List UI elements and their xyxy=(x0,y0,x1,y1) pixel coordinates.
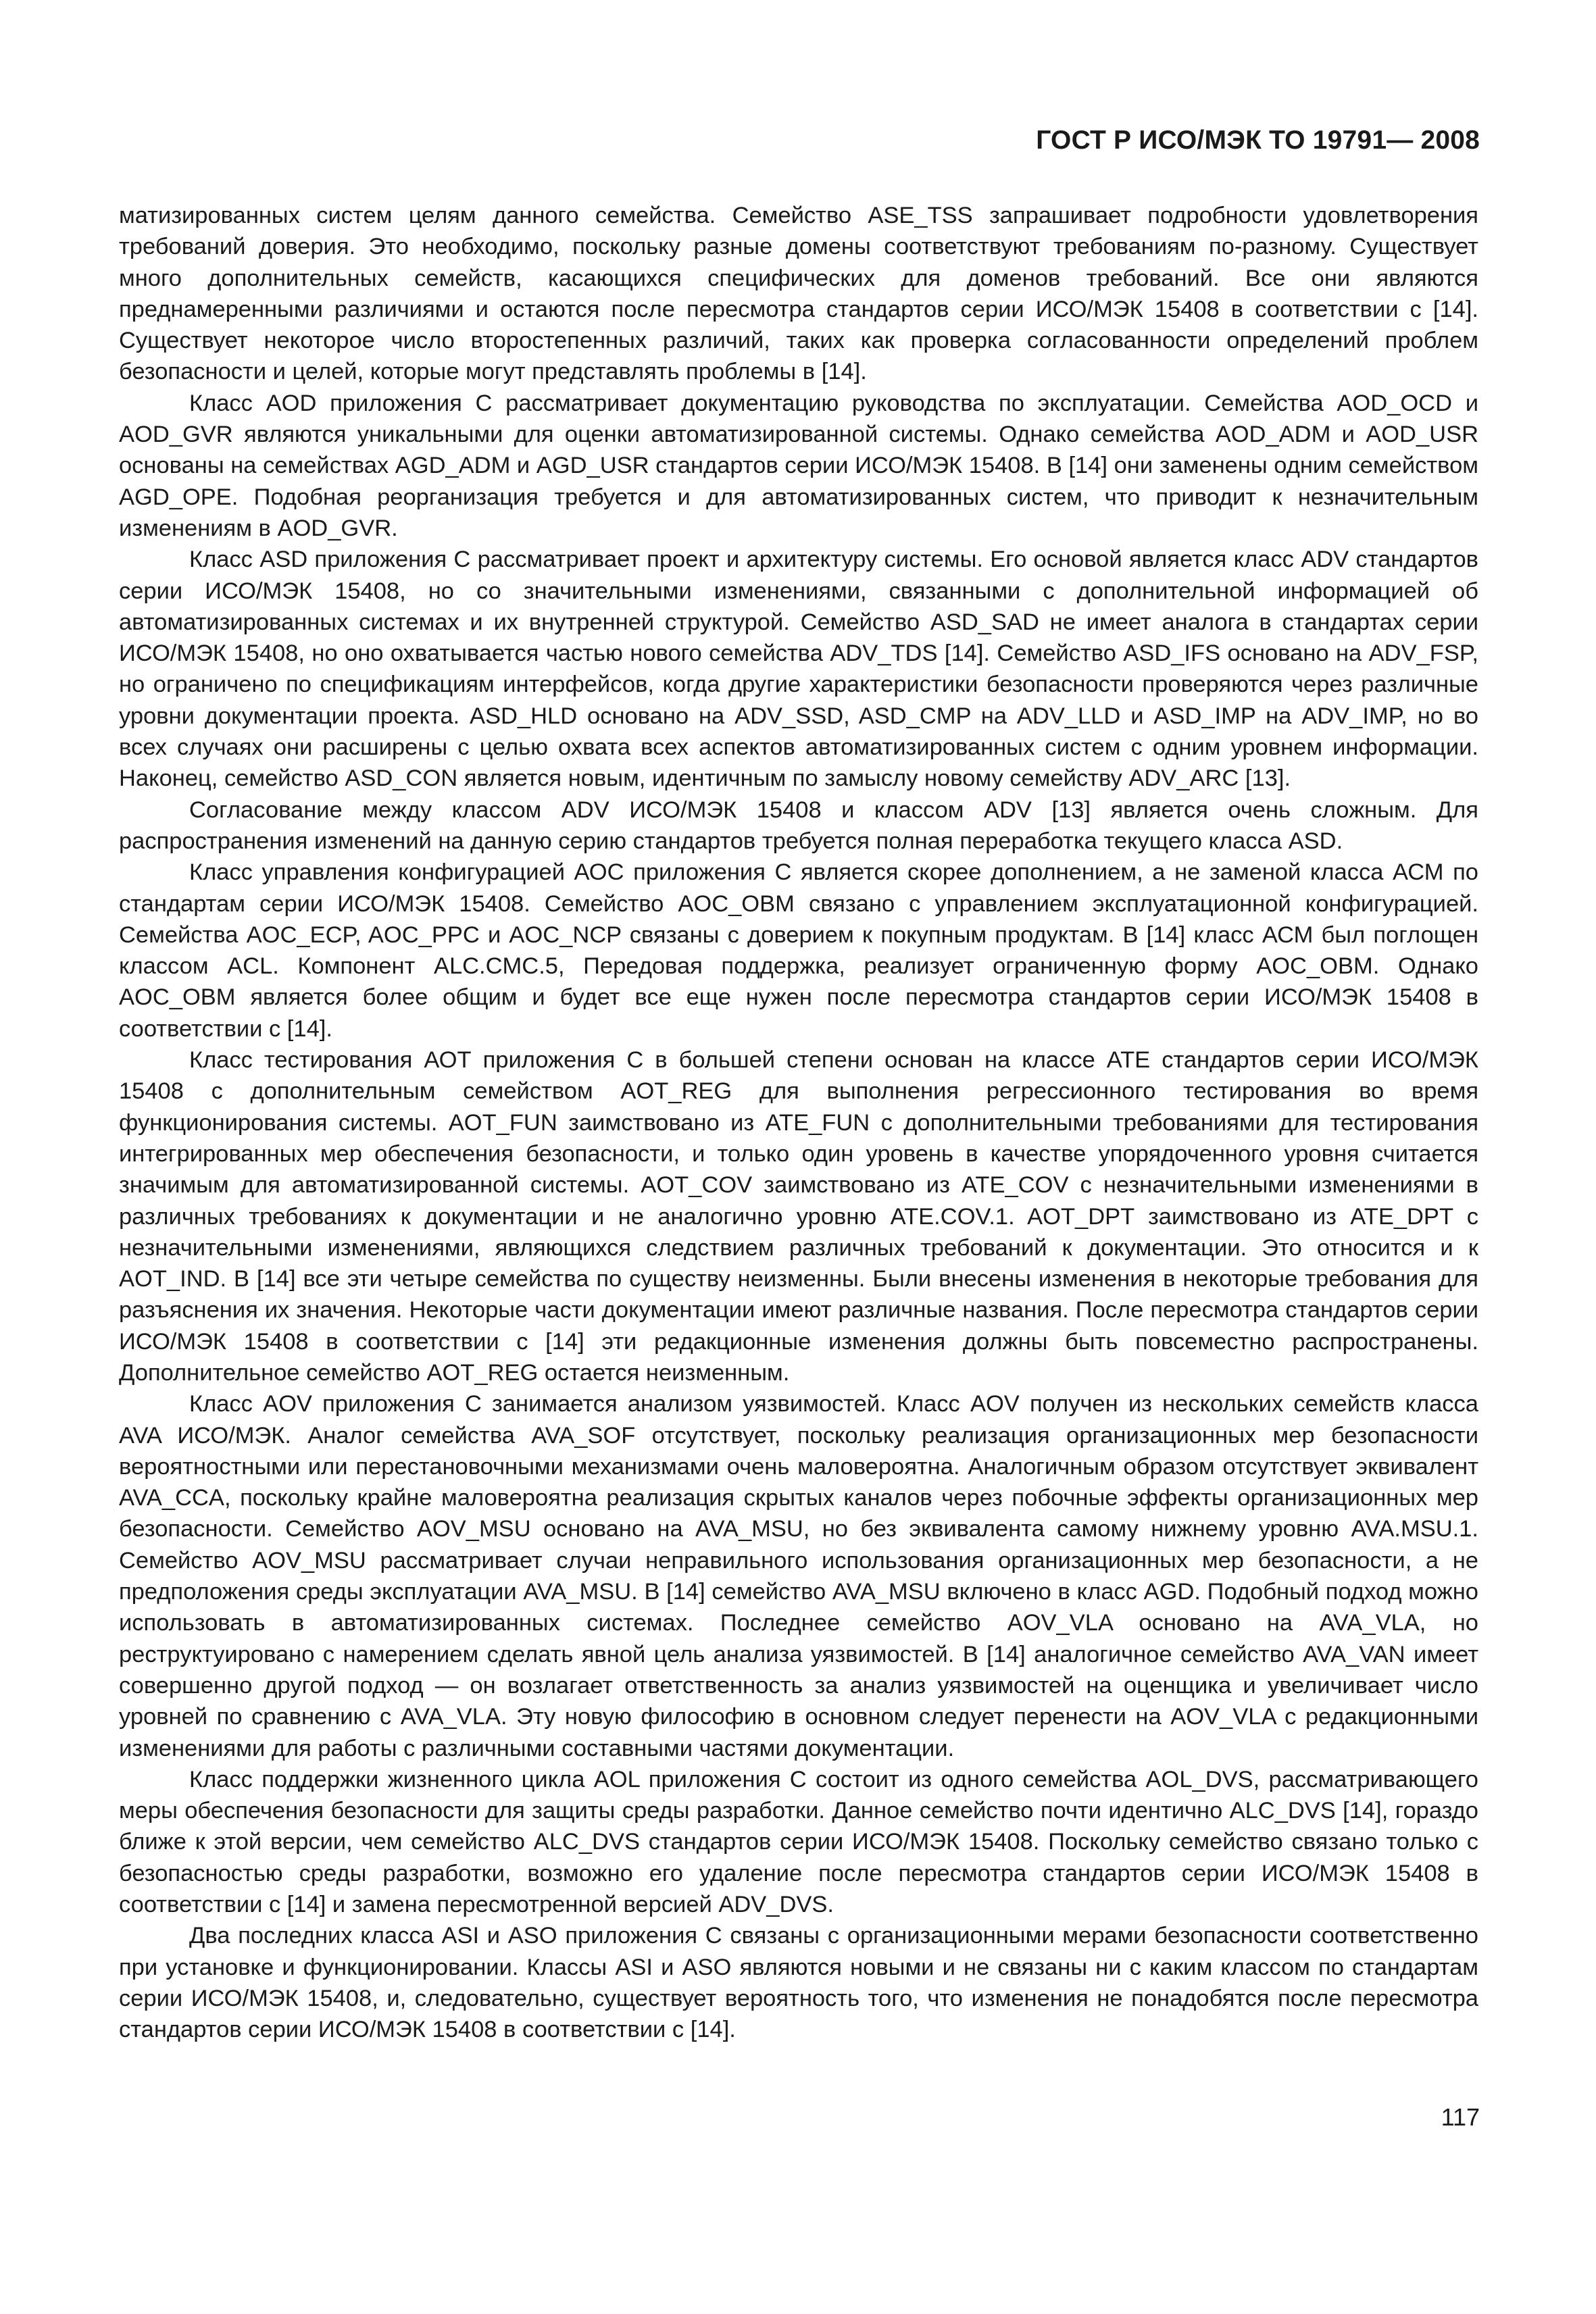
paragraph-aod: Класс AOD приложения С рассматривает документацию руководства по эксплуатации. Семейства AOD_OCD и AOD_GVR являются уникальными для оценки автоматизированной системы. Однако семейства AOD_ADM и AOD_USR основаны на семействах AGD_ADM и AGD_USR стандартов серии ИСО/МЭК 15408. В [14] они заменены одним семейством AGD_OPE. Подобная реорганизация требуется и для автоматизированных систем, что приводит к незначительным изменениям в AOD_GVR. xyxy=(119,390,1478,541)
page-number: 117 xyxy=(1441,2103,1480,2131)
document-body xyxy=(119,200,1478,2046)
paragraph-aoc: Класс управления конфигурацией АОС приложения С является скорее дополнением, а не заменой класса АСМ по стандартам серии ИСО/МЭК 15408. Семейство AOC_OBM связано с управлением эксплуатационной конфигурацией. Семейства AOC_ECP, AOC_PPC и AOC_NCP связаны с доверием к покупным продуктам. В [14] класс АСМ был поглощен классом ACL. Компонент ALC.CMC.5, Передовая поддержка, реализует ограниченную форму AOC_OBM. Однако AOC_OBM является более общим и будет все еще нужен после пересмотра стандартов серии ИСО/МЭК 15408 в соответствии с [14]. xyxy=(119,859,1478,1042)
paragraph-adv-alignment: Согласование между классом ADV ИСО/МЭК 15408 и классом ADV [13] является очень сложным. Для распространения изменений на данную серию стандартов требуется полная переработка текущего класса ASD. xyxy=(119,797,1478,854)
paragraph-continuation: матизированных систем целям данного семейства. Семейство ASE_TSS запрашивает подробности удовлетворения требований доверия. Это необходимо, поскольку разные домены соответствуют требованиям по-разному. Существует много дополнительных семейств, касающихся специфических для доменов требований. Все они являются преднамеренными различиями и остаются после пересмотра стандартов серии ИСО/МЭК 15408 в соответствии с [14]. Существует некоторое число второстепенных различий, таких как проверка согласованности определений проблем безопасности и целей, которые могут представлять проблемы в [14]. xyxy=(119,203,1478,385)
document-header-id: ГОСТ Р ИСО/МЭК ТО 19791— 2008 xyxy=(1036,126,1480,155)
paragraph-aot: Класс тестирования АОТ приложения С в большей степени основан на классе АТЕ стандартов серии ИСО/МЭК 15408 с дополнительным семейством AOT_REG для выполнения регрессионного тестирования во время функционирования системы. AOT_FUN заимствовано из ATE_FUN с дополнительными требованиями для тестирования интегрированных мер обеспечения безопасности, и только один уровень в качестве упорядоченного уровня считается значимым для автоматизированной системы. AOT_COV заимствовано из ATE_COV с незначительными изменениями в различных требованиях к документации и не аналогично уровню ATE.COV.1. AOT_DPT заимствовано из ATE_DPT с незначительными изменениями, являющихся следствием различных требований к документации. Это относится и к AOT_IND. В [14] все эти четыре семейства по существу неизменны. Были внесены изменения в некоторые требования для разъяснения их значения. Некоторые части документации имеют различные названия. После пересмотра стандартов серии ИСО/МЭК 15408 в соответствии с [14] эти редакционные изменения должны быть повсеместно распространены. Дополнительное семейство AOT_REG остается неизменным. xyxy=(119,1047,1478,1386)
paragraph-asd: Класс ASD приложения С рассматривает проект и архитектуру системы. Его основой является класс ADV стандартов серии ИСО/МЭК 15408, но со значительными изменениями, связанными с дополнительной информацией об автоматизированных системах и их внутренней структурой. Семейство ASD_SAD не имеет аналога в стандартах серии ИСО/МЭК 15408, но оно охватывается частью нового семейства ADV_TDS [14]. Семейство ASD_IFS основано на ADV_FSP, но ограничено по спецификациям интерфейсов, когда другие характеристики безопасности проверяются через различные уровни документации проекта. ASD_HLD основано на ADV_SSD, ASD_CMP на ADV_LLD и ASD_IMP на ADV_IMP, но во всех случаях они расширены с целью охвата всех аспектов автоматизированных систем с одним уровнем информации. Наконец, семейство ASD_CON является новым, идентичным по замыслу новому семейству ADV_ARC [13]. xyxy=(119,547,1478,792)
paragraph-aov: Класс AOV приложения С занимается анализом уязвимостей. Класс AOV получен из нескольких семейств класса AVA ИСО/МЭК. Аналог семейства AVA_SOF отсутствует, поскольку реализация организационных мер безопасности вероятностными или перестановочными механизмами очень маловероятна. Аналогичным образом отсутствует эквивалент AVA_CCA, поскольку крайне маловероятна реализация скрытых каналов через побочные эффекты организационных мер безопасности. Семейство AOV_MSU основано на AVA_MSU, но без эквивалента самому нижнему уровню AVA.MSU.1. Семейство AOV_MSU рассматривает случаи неправильного использования организационных мер безопасности, а не предположения среды эксплуатации AVA_MSU. В [14] семейство AVA_MSU включено в класс AGD. Подобный подход можно использовать в автоматизированных системах. Последнее семейство AOV_VLA основано на AVA_VLA, но реструктуировано с намерением сделать явной цель анализа уязвимостей. В [14] аналогичное семейство AVA_VAN имеет совершенно другой подход — он возлагает ответственность за анализ уязвимостей на оценщика и увеличивает число уровней по сравнению с AVA_VLA. Эту новую философию в основном следует перенести на AOV_VLA с редакционными изменениями для работы с различными составными частями документации. xyxy=(119,1391,1478,1761)
paragraph-asi-aso: Два последних класса ASI и ASO приложения С связаны с организационными мерами безопасности соответственно при установке и функционировании. Классы ASI и ASO являются новыми и не связаны ни с каким классом по стандартам серии ИСО/МЭК 15408, и, следовательно, существует вероятность того, что изменения не понадобятся после пересмотра стандартов серии ИСО/МЭК 15408 в соответствии с [14]. xyxy=(119,1923,1478,2043)
paragraph-aol: Класс поддержки жизненного цикла AOL приложения С состоит из одного семейства AOL_DVS, рассматривающего меры обеспечения безопасности для защиты среды разработки. Данное семейство почти идентично ALC_DVS [14], гораздо ближе к этой версии, чем семейство ALC_DVS стандартов серии ИСО/МЭК 15408. Поскольку семейство связано только с безопасностью среды разработки, возможно его удаление после пересмотра стандартов серии ИСО/МЭК 15408 в соответствии с [14] и замена пересмотренной версией ADV_DVS. xyxy=(119,1766,1478,1918)
